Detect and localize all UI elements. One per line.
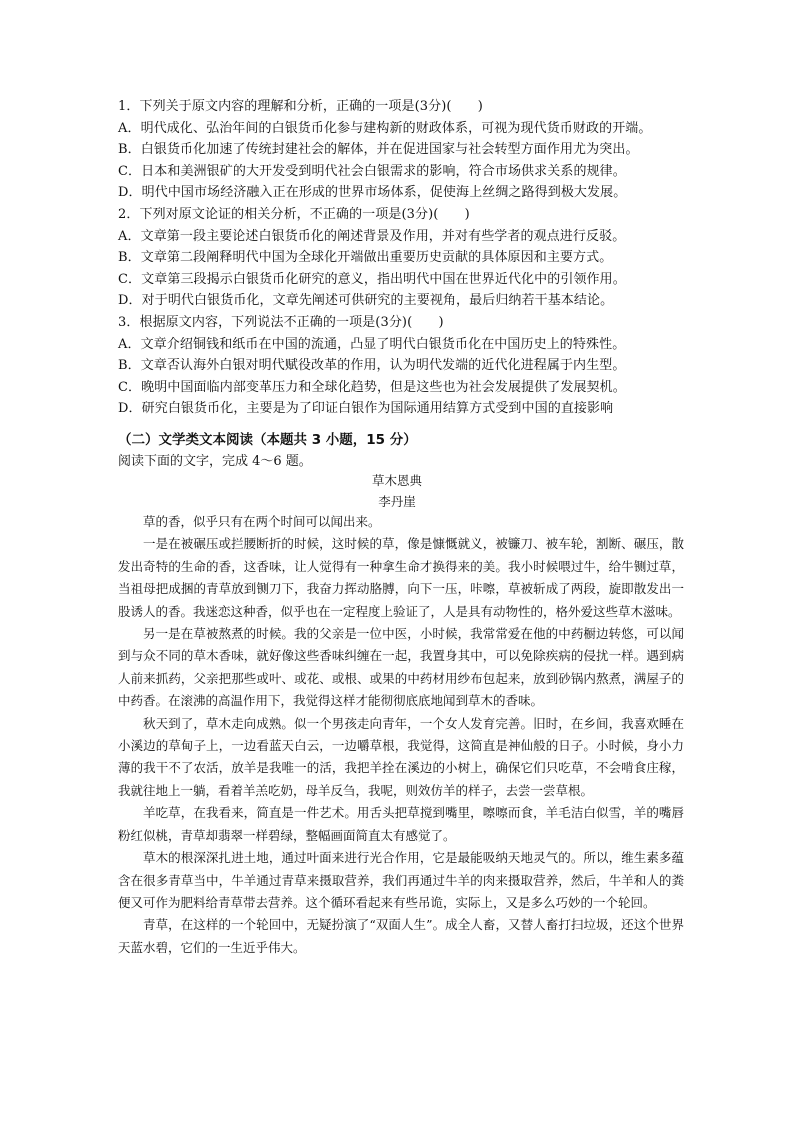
article-paragraph: 另一是在草被熬煮的时候。我的父亲是一位中医，小时候，我常常爱在他的中药橱边转悠，可以闻到与众不同的草木香味，就好像这些香味纠缠在一起，我置身其中，可以免除疾病的侵扰一样。遇到病人前来抓药，父亲把那些或叶、或花、或根、或果的中药材用纱布包起来，放到砂锅内熬煮，满屋子的中药香。在滚沸的高温作用下，我觉得这样才能彻彻底底地闻到草木的香味。 [118, 626, 684, 709]
section-heading: （二）文学类文本阅读（本题共 3 小题，15 分） [118, 432, 417, 448]
article-paragraph: 一是在被碾压或拦腰断折的时候，这时候的草，像是慷慨就义，被镰刀、被车轮，割断、碾压，散发出奇特的生命的香，这香味，让人觉得有一种拿生命才换得来的美。我小时候喂过牛，给牛铡过草，当祖母把成捆的青草放到铡刀下，我奋力挥动胳膊，向下一压，咔嚓，草被斩成了两段，旋即散发出一股诱人的香。我迷恋这种香，似乎也在一定程度上验证了，人是具有动物性的，格外爱这些草木滋味。 [118, 536, 684, 619]
article-body [118, 511, 684, 959]
option-c: C．晚明中国面临内部变革压力和全球化趋势，但是这些也为社会发展提供了发展契机。 [118, 379, 626, 395]
option-b: B．文章否认海外白银对明代赋役改革的作用，认为明代发端的近代化进程属于内生型。 [118, 358, 626, 374]
article-paragraph: 秋天到了，草木走向成熟。似一个男孩走向青年，一个女人发育完善。旧时，在乡间，我喜欢睡在小溪边的草甸子上，一边看蓝天白云，一边嚼草根，我觉得，这简直是神仙般的日子。小时候，身小力薄的我干不了农活，放羊是我唯一的活，我把羊拴在溪边的小树上，确保它们只吃草，不会啃食庄稼，我就往地上一躺，看着羊羔吃奶，母羊反刍，我呢，则效仿羊的样子，去尝一尝草根。 [118, 715, 684, 798]
article-paragraph: 草木的根深深扎进土地，通过叶面来进行光合作用，它是最能吸纳天地灵气的。所以，维生素多蕴含在很多青草当中，牛羊通过青草来摄取营养，我们再通过牛羊的肉来摄取营养，然后，牛羊和人的粪便又可作为肥料给青草带去营养。这个循环看起来有些吊诡，实际上，又是多么巧妙的一个轮回。 [118, 850, 684, 910]
option-b: B．文章第二段阐释明代中国为全球化开端做出重要历史贡献的具体原因和主要方式。 [118, 250, 613, 266]
question-stem: 3．根据原文内容，下列说法不正确的一项是(3分)( ) [118, 314, 444, 330]
question-list [118, 96, 698, 420]
option-b: B．白银货币化加速了传统封建社会的解体，并在促进国家与社会转型方面作用尤为突出。 [118, 142, 639, 158]
option-d: D．明代中国市场经济融入正在形成的世界市场体系，促使海上丝绸之路得到极大发展。 [118, 185, 627, 201]
option-a: A．明代成化、弘治年间的白银货币化参与建构新的财政体系，可视为现代货币财政的开端。 [118, 120, 652, 136]
article-title: 草木恩典 [371, 473, 422, 488]
option-a: A．文章介绍铜钱和纸币在中国的流通，凸显了明代白银货币化在中国历史上的特殊性。 [118, 336, 626, 352]
question-stem: 1．下列关于原文内容的理解和分析，正确的一项是(3分)( ) [118, 99, 483, 114]
article-paragraph: 草的香，似乎只有在两个时间可以闻出来。 [143, 514, 381, 529]
option-d: D．对于明代白银货币化，文章先阐述可供研究的主要视角，最后归纳若干基本结论。 [118, 293, 614, 309]
option-d: D．研究白银货币化，主要是为了印证白银作为国际通用结算方式受到中国的直接影响 [118, 401, 614, 417]
option-c: C．日本和美洲银矿的大开发受到明代社会白银需求的影响，符合市场供求关系的规律。 [118, 163, 626, 179]
section-intro: 阅读下面的文字，完成 4～6 题。 [118, 454, 312, 469]
article-paragraph: 羊吃草，在我看来，简直是一件艺术。用舌头把草搅到嘴里，嚓嚓而食，羊毛洁白似雪，羊的嘴唇粉红似桃，青草却翡翠一样碧绿，整幅画面简直太有感觉了。 [118, 805, 684, 843]
option-c: C．文章第三段揭示白银货币化研究的意义，指出明代中国在世界近代化中的引领作用。 [118, 271, 626, 287]
article-author: 李丹崖 [378, 494, 416, 509]
question-stem: 2．下列对原文论证的相关分析，不正确的一项是(3分)( ) [118, 206, 470, 222]
option-a: A．文章第一段主要论述白银货币化的阐述背景及作用，并对有些学者的观点进行反驳。 [118, 228, 626, 244]
article-paragraph: 青草，在这样的一个轮回中，无疑扮演了“双面人生”。成全人畜，又替人畜打扫垃圾，还这个世界天蓝水碧，它们的一生近乎伟大。 [118, 917, 684, 955]
